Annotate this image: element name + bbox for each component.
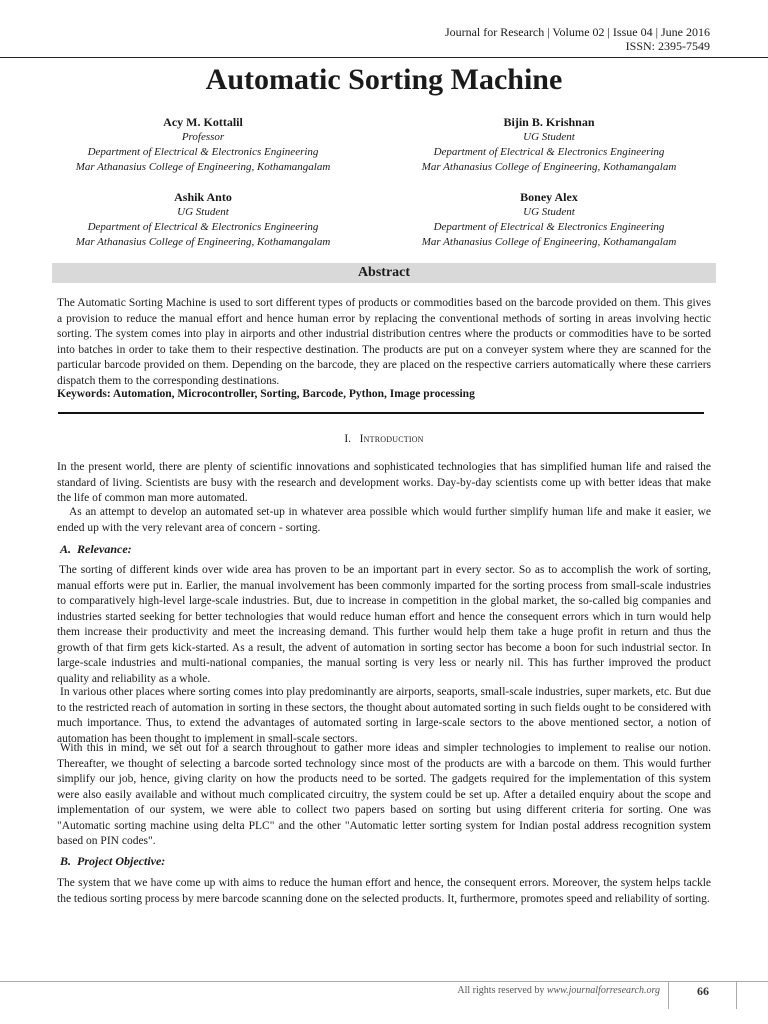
footer-divider bbox=[736, 981, 737, 1009]
footer-rule bbox=[0, 981, 768, 982]
journal-info: Journal for Research | Volume 02 | Issue 04 | June 2016 bbox=[444, 25, 710, 39]
footer-rights: All rights reserved by bbox=[457, 985, 545, 996]
author-block-4 bbox=[399, 189, 699, 250]
author-role: UG Student bbox=[523, 206, 575, 218]
author-name: Acy M. Kottalil bbox=[163, 115, 243, 129]
subsection-label: A. bbox=[60, 542, 72, 556]
header-rule bbox=[0, 57, 768, 58]
keywords: Keywords: Automation, Microcontroller, Sorting, Barcode, Python, Image processing bbox=[57, 388, 475, 400]
author-college: Mar Athanasius College of Engineering, Kothamangalam bbox=[421, 161, 677, 173]
page-number: 66 bbox=[697, 984, 709, 998]
author-college: Mar Athanasius College of Engineering, Kothamangalam bbox=[75, 236, 331, 248]
objective-paragraph-1: The system that we have come up with aims to reduce the human effort and hence, the consequent errors. Moreover, the system helps tackle the tedious sorting process by mere barcode scanning done on the selected products. It, furthermore, promotes speed and reliability of sorting. bbox=[57, 877, 711, 905]
author-block-3 bbox=[53, 189, 353, 250]
intro-paragraph-1: In the present world, there are plenty of scientific innovations and sophisticated technologies that has simplified human life and raised the standard of living. Scientists are busy with the research and development works. Day-by-day scientists come up with better ideas that make the life of common man more automated. bbox=[57, 461, 711, 504]
subsection-heading-relevance bbox=[60, 541, 132, 557]
author-dept: Department of Electrical & Electronics Engineering bbox=[433, 146, 665, 158]
section-heading-introduction bbox=[0, 432, 768, 446]
author-role: UG Student bbox=[523, 131, 575, 143]
footer-divider bbox=[668, 981, 669, 1009]
author-dept: Department of Electrical & Electronics Engineering bbox=[433, 221, 665, 233]
section-number: I. bbox=[344, 433, 352, 445]
issn: ISSN: 2395-7549 bbox=[625, 39, 710, 53]
author-block-2 bbox=[399, 114, 699, 175]
section-title: Introduction bbox=[359, 433, 424, 445]
author-college: Mar Athanasius College of Engineering, Kothamangalam bbox=[75, 161, 331, 173]
author-name: Ashik Anto bbox=[174, 190, 232, 204]
author-name: Bijin B. Krishnan bbox=[503, 115, 595, 129]
author-college: Mar Athanasius College of Engineering, Kothamangalam bbox=[421, 236, 677, 248]
footer-website-link[interactable]: www.journalforresearch.org bbox=[546, 985, 660, 996]
relevance-paragraph-2: In various other places where sorting comes into play predominantly are airports, seaports, small-scale industries, super markets, etc. But due to the restricted reach of automation in sorting in these sectors, the thought about automated sorting in such fields ought to be considered with much importance. Thus, to extend the advantages of automated sorting in large-scale sectors to the above mentioned sector, a notion of automation has been thought to implement in small-scale sectors. bbox=[57, 686, 711, 745]
author-name: Boney Alex bbox=[520, 190, 578, 204]
keywords-rule bbox=[58, 412, 704, 414]
relevance-paragraph-1: The sorting of different kinds over wide area has proven to be an important part in every sector. So as to accomplish the work of sorting, manual efforts were put in. Earlier, the manual involvement has been commonly imparted for the sorting process from small-scale industries to comparatively high-level large-scale industries. But, due to increase in competition in the global market, the so-called big companies and industries started seeking for better technologies that would reduce human effort and hence the consequent errors which in turn would help them increase their productivity and meet the increasing demand. This further would help them take a huge profit in return and thus the growth of that firm gets kick-started. As a result, the advent of automation in sorting sector has become a boon for such industrial sector. In large-scale industries and multi-national companies, the manual sorting is very less or nearly nil. This has further improved the product quality and reliability as a whole. bbox=[57, 564, 711, 685]
abstract-text: The Automatic Sorting Machine is used to sort different types of products or commodities based on the barcode provided on them. This gives a provision to reduce the manual effort and hence human error by replacing the conventional methods of sorting in areas involving hectic sorting. The system comes into play in airports and other industrial distribution centres where the products or commodities have to be sorted into batches in order to take them to their respective destination. The products are put on a conveyer system where they are scanned for the particular barcode provided on them. Depending on the barcode, they are placed on the respective carriers automatically where these carriers dispatch them to the corresponding destinations. bbox=[57, 297, 711, 387]
subsection-title: Relevance: bbox=[77, 542, 132, 556]
author-dept: Department of Electrical & Electronics Engineering bbox=[87, 146, 319, 158]
journal-header bbox=[445, 25, 710, 53]
paper-title: Automatic Sorting Machine bbox=[205, 63, 563, 96]
author-role: Professor bbox=[181, 131, 225, 143]
author-role: UG Student bbox=[177, 206, 229, 218]
author-dept: Department of Electrical & Electronics Engineering bbox=[87, 221, 319, 233]
subsection-label: B. bbox=[60, 854, 72, 868]
footer-copyright bbox=[420, 985, 660, 996]
intro-paragraph-2: As an attempt to develop an automated set-up in whatever area possible which would further simplify human life and make it easier, we ended up with the very relevant area of concern - sorting. bbox=[57, 506, 711, 534]
author-block-1 bbox=[53, 114, 353, 175]
subsection-heading-objective bbox=[60, 853, 165, 869]
subsection-title: Project Objective: bbox=[77, 854, 166, 868]
relevance-paragraph-3: With this in mind, we set out for a search throughout to gather more ideas and simpler technologies to implement to realise our notion. Thereafter, we thought of selecting a barcode sorted technology since most of the products are with a barcode on them. This would further simplify our job, hence, giving clarity on how the products need to be sorted. The gadgets required for the implementation of this system were also easily available and without much complicated circuitry, the system could be set up. After a detailed enquiry about the scope and implementation of our system, we were able to collect two papers based on sorting but using different criteria for sorting. One was "Automatic sorting machine using delta PLC" and the other "Automatic letter sorting system for Indian postal address recognition system based on PIN codes". bbox=[57, 742, 711, 847]
abstract-heading: Abstract bbox=[52, 263, 716, 283]
